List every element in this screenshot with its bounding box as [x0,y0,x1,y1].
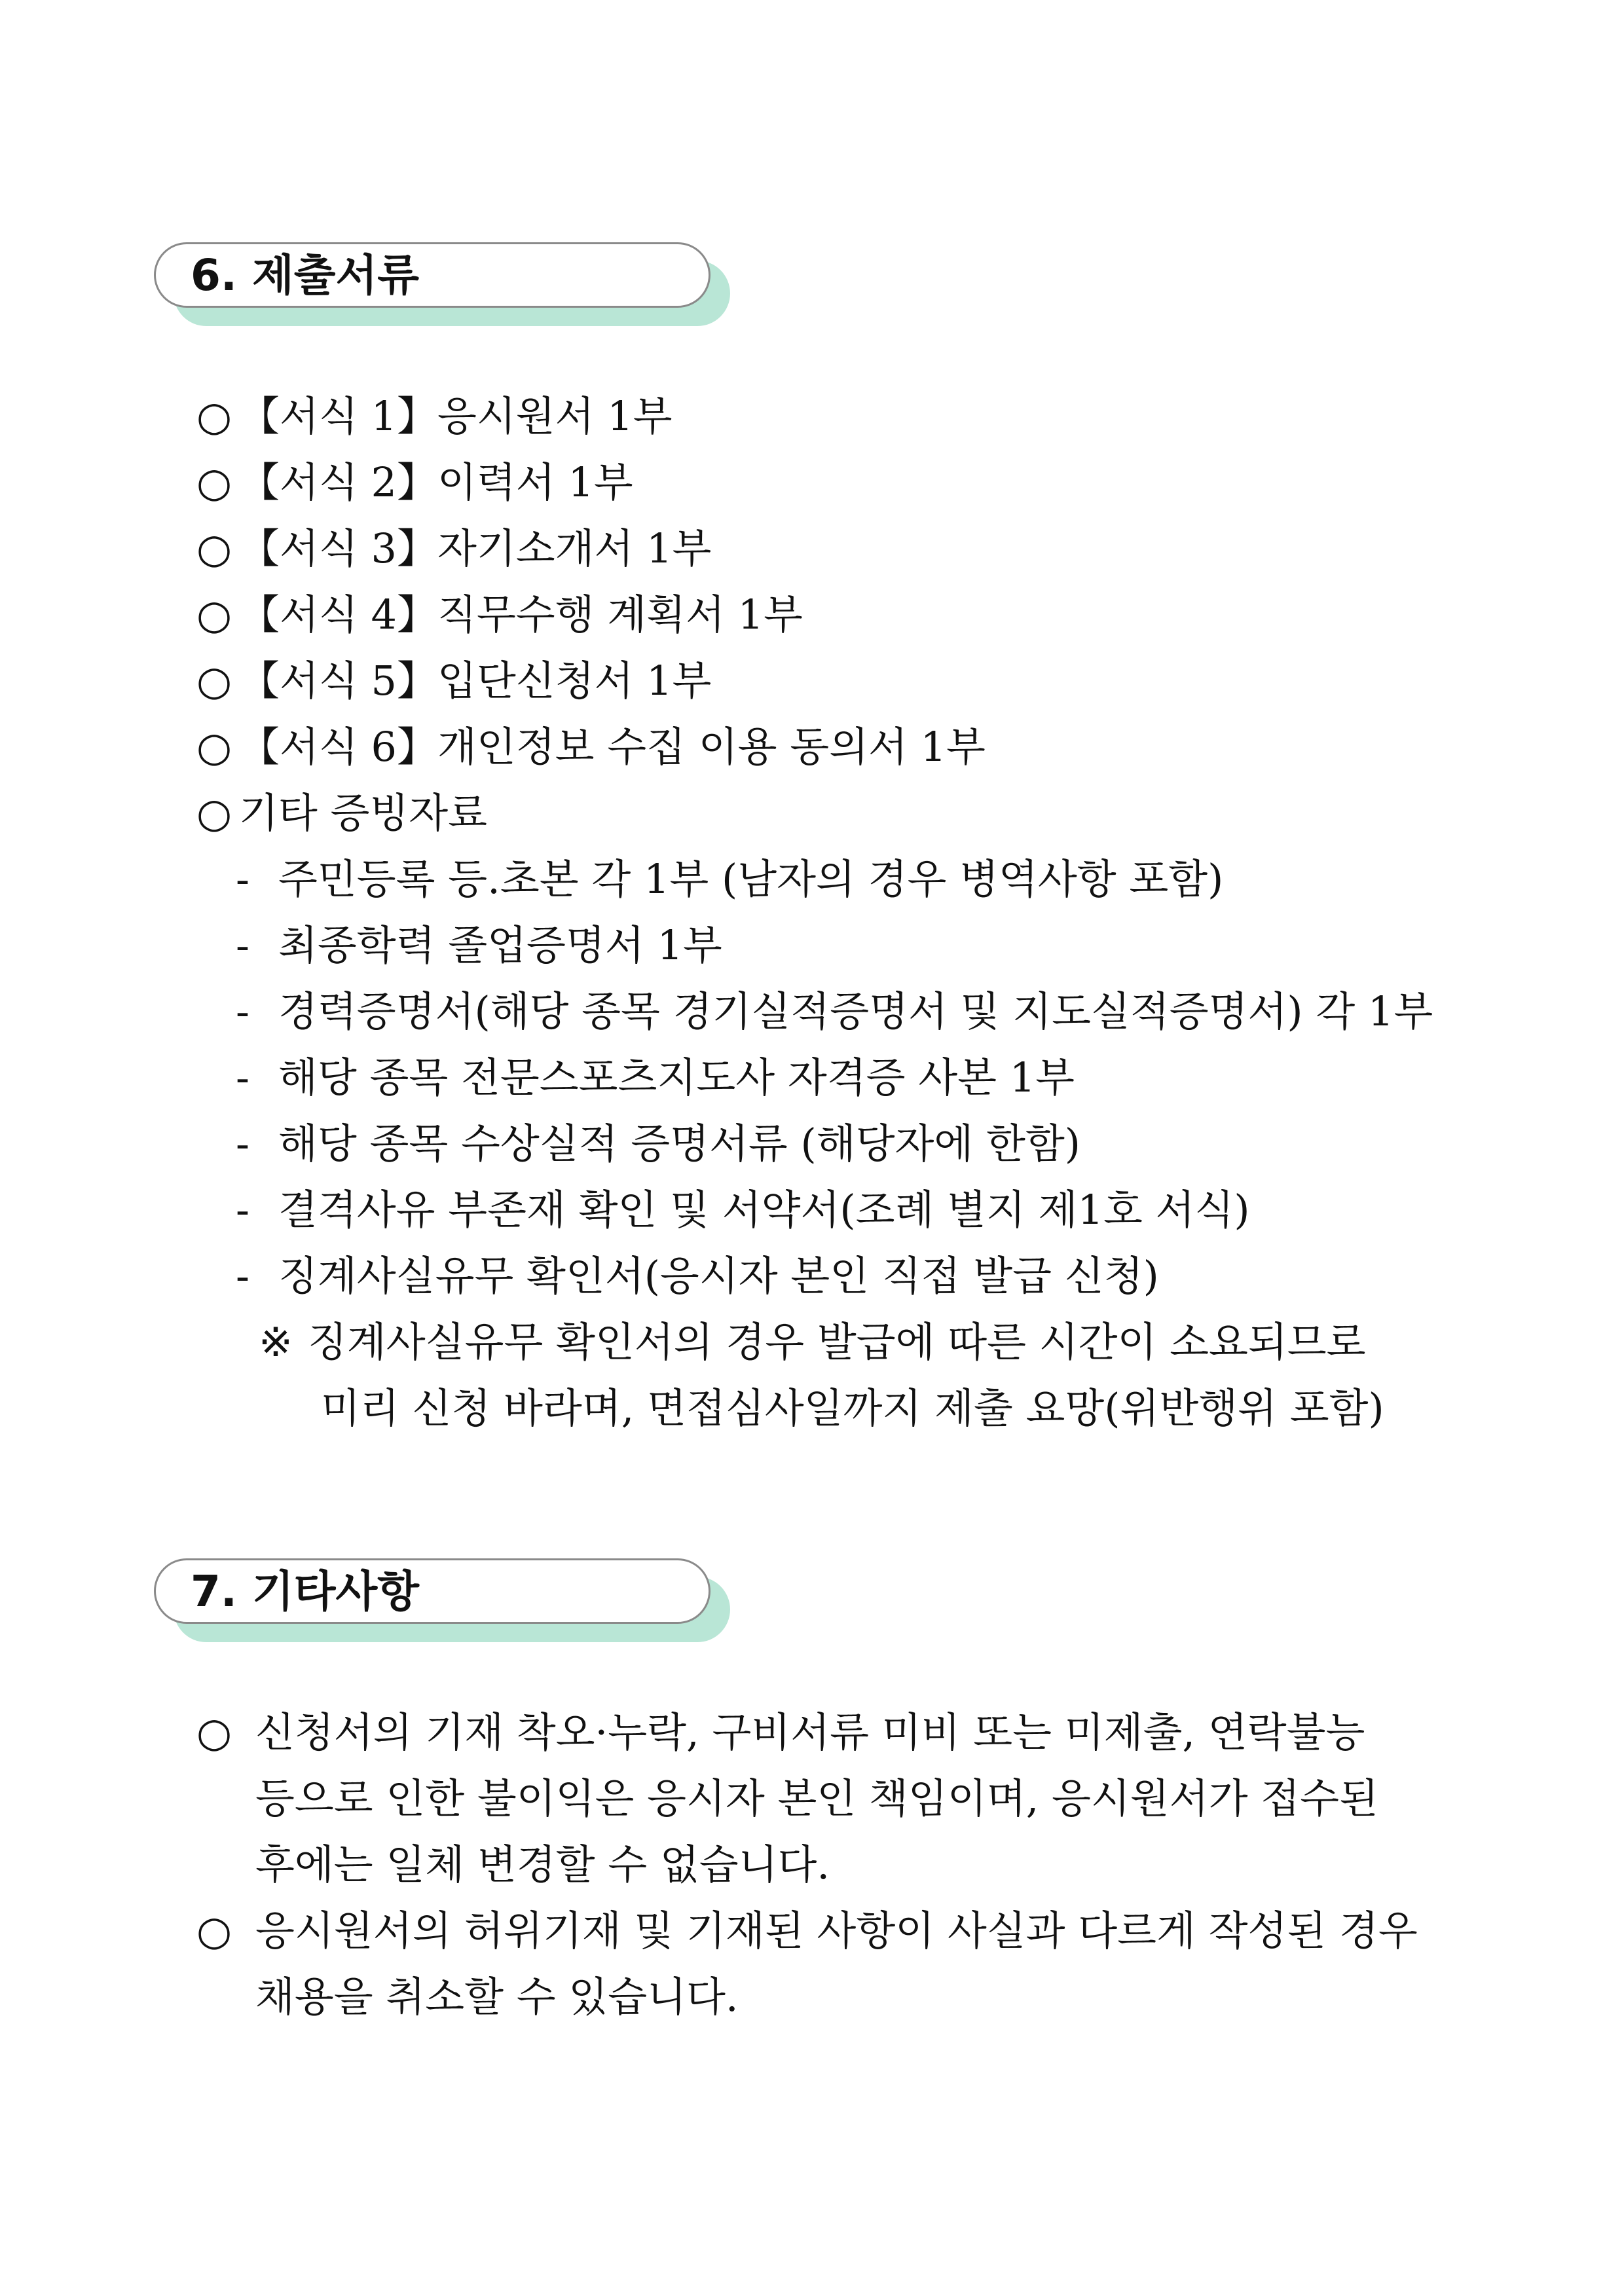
circle-bullet-icon: ○ [196,723,232,771]
item-text: 【서식 4】직무수행 계획서 1부 [239,591,803,638]
note-line [196,1375,1506,1441]
list-item-continuation [196,1765,1506,1831]
sub-item-text: 경력증명서(해당 종목 경기실적증명서 및 지도실적증명서) 각 1부 [278,987,1433,1035]
item-text: 【서식 5】입단신청서 1부 [239,657,712,705]
item-text: 기타 증빙자료 [239,789,488,837]
item-text: 【서식 2】이력서 1부 [239,458,633,506]
sub-list-item [196,1177,1506,1243]
circle-bullet-icon: ○ [196,789,232,837]
circle-bullet-icon: ○ [196,1907,232,1955]
reference-mark-icon: ※ [259,1318,293,1366]
dash-marker: - [236,1252,249,1300]
sub-list-item [196,978,1506,1044]
item-text: 【서식 1】응시원서 1부 [239,392,673,440]
list-item-continuation [196,1831,1506,1898]
list-item [196,1898,1506,1964]
item-text: 응시원서의 허위기재 및 기재된 사항이 사실과 다르게 작성된 경우 [255,1907,1418,1955]
list-item [196,581,1506,648]
sub-list-item [196,1044,1506,1111]
dash-marker: - [236,1186,249,1234]
document-list [196,383,1506,1441]
sub-item-text: 해당 종목 수상실적 증명서류 (해당자에 한함) [278,1120,1080,1167]
note-text: 미리 신청 바라며, 면접심사일까지 제출 요망(위반행위 포함) [321,1384,1384,1432]
sub-item-text: 결격사유 부존재 확인 및 서약서(조례 별지 제1호 서식) [278,1186,1250,1234]
section-title: 6. 제출서류 [191,250,419,301]
circle-bullet-icon: ○ [196,657,232,705]
list-item [196,714,1506,780]
note-text: 징계사실유무 확인서의 경우 발급에 따른 시간이 소요되므로 [308,1318,1366,1366]
dash-marker: - [236,987,249,1035]
item-text: 채용을 취소할 수 있습니다. [255,1973,739,2021]
note-line [196,1309,1506,1375]
circle-bullet-icon: ○ [196,1708,232,1756]
section-title: 7. 기타사항 [191,1566,419,1617]
circle-bullet-icon: ○ [196,524,232,572]
list-item [196,515,1506,581]
item-text: 【서식 6】개인정보 수집 이용 동의서 1부 [239,723,986,771]
circle-bullet-icon: ○ [196,392,232,440]
dash-marker: - [236,921,249,969]
item-text: 후에는 일체 변경할 수 없습니다. [255,1841,830,1888]
list-item [196,383,1506,449]
list-item [196,648,1506,714]
list-item [196,449,1506,515]
sub-list-item [196,846,1506,912]
sub-list-item [196,1243,1506,1309]
sub-item-text: 징계사실유무 확인서(응시자 본인 직접 발급 신청) [278,1252,1159,1300]
sub-item-text: 해당 종목 전문스포츠지도사 자격증 사본 1부 [278,1054,1075,1101]
dash-marker: - [236,1120,249,1167]
dash-marker: - [236,1054,249,1101]
list-item-continuation [196,1964,1506,2030]
list-item [196,780,1506,846]
section-heading [154,242,730,327]
circle-bullet-icon: ○ [196,591,232,638]
item-text: 등으로 인한 불이익은 응시자 본인 책임이며, 응시원서가 접수된 [255,1774,1378,1822]
item-text: 【서식 3】자기소개서 1부 [239,524,712,572]
sub-item-text: 주민등록 등.초본 각 1부 (남자의 경우 병역사항 포함) [278,855,1224,903]
circle-bullet-icon: ○ [196,458,232,506]
sub-list-item [196,1111,1506,1177]
notice-list [196,1699,1506,2030]
sub-list-item [196,912,1506,978]
list-item [196,1699,1506,1765]
section-heading [154,1558,730,1643]
dash-marker: - [236,855,249,903]
sub-item-text: 최종학력 졸업증명서 1부 [278,921,722,969]
item-text: 신청서의 기재 착오·누락, 구비서류 미비 또는 미제출, 연락불능 [255,1708,1365,1756]
